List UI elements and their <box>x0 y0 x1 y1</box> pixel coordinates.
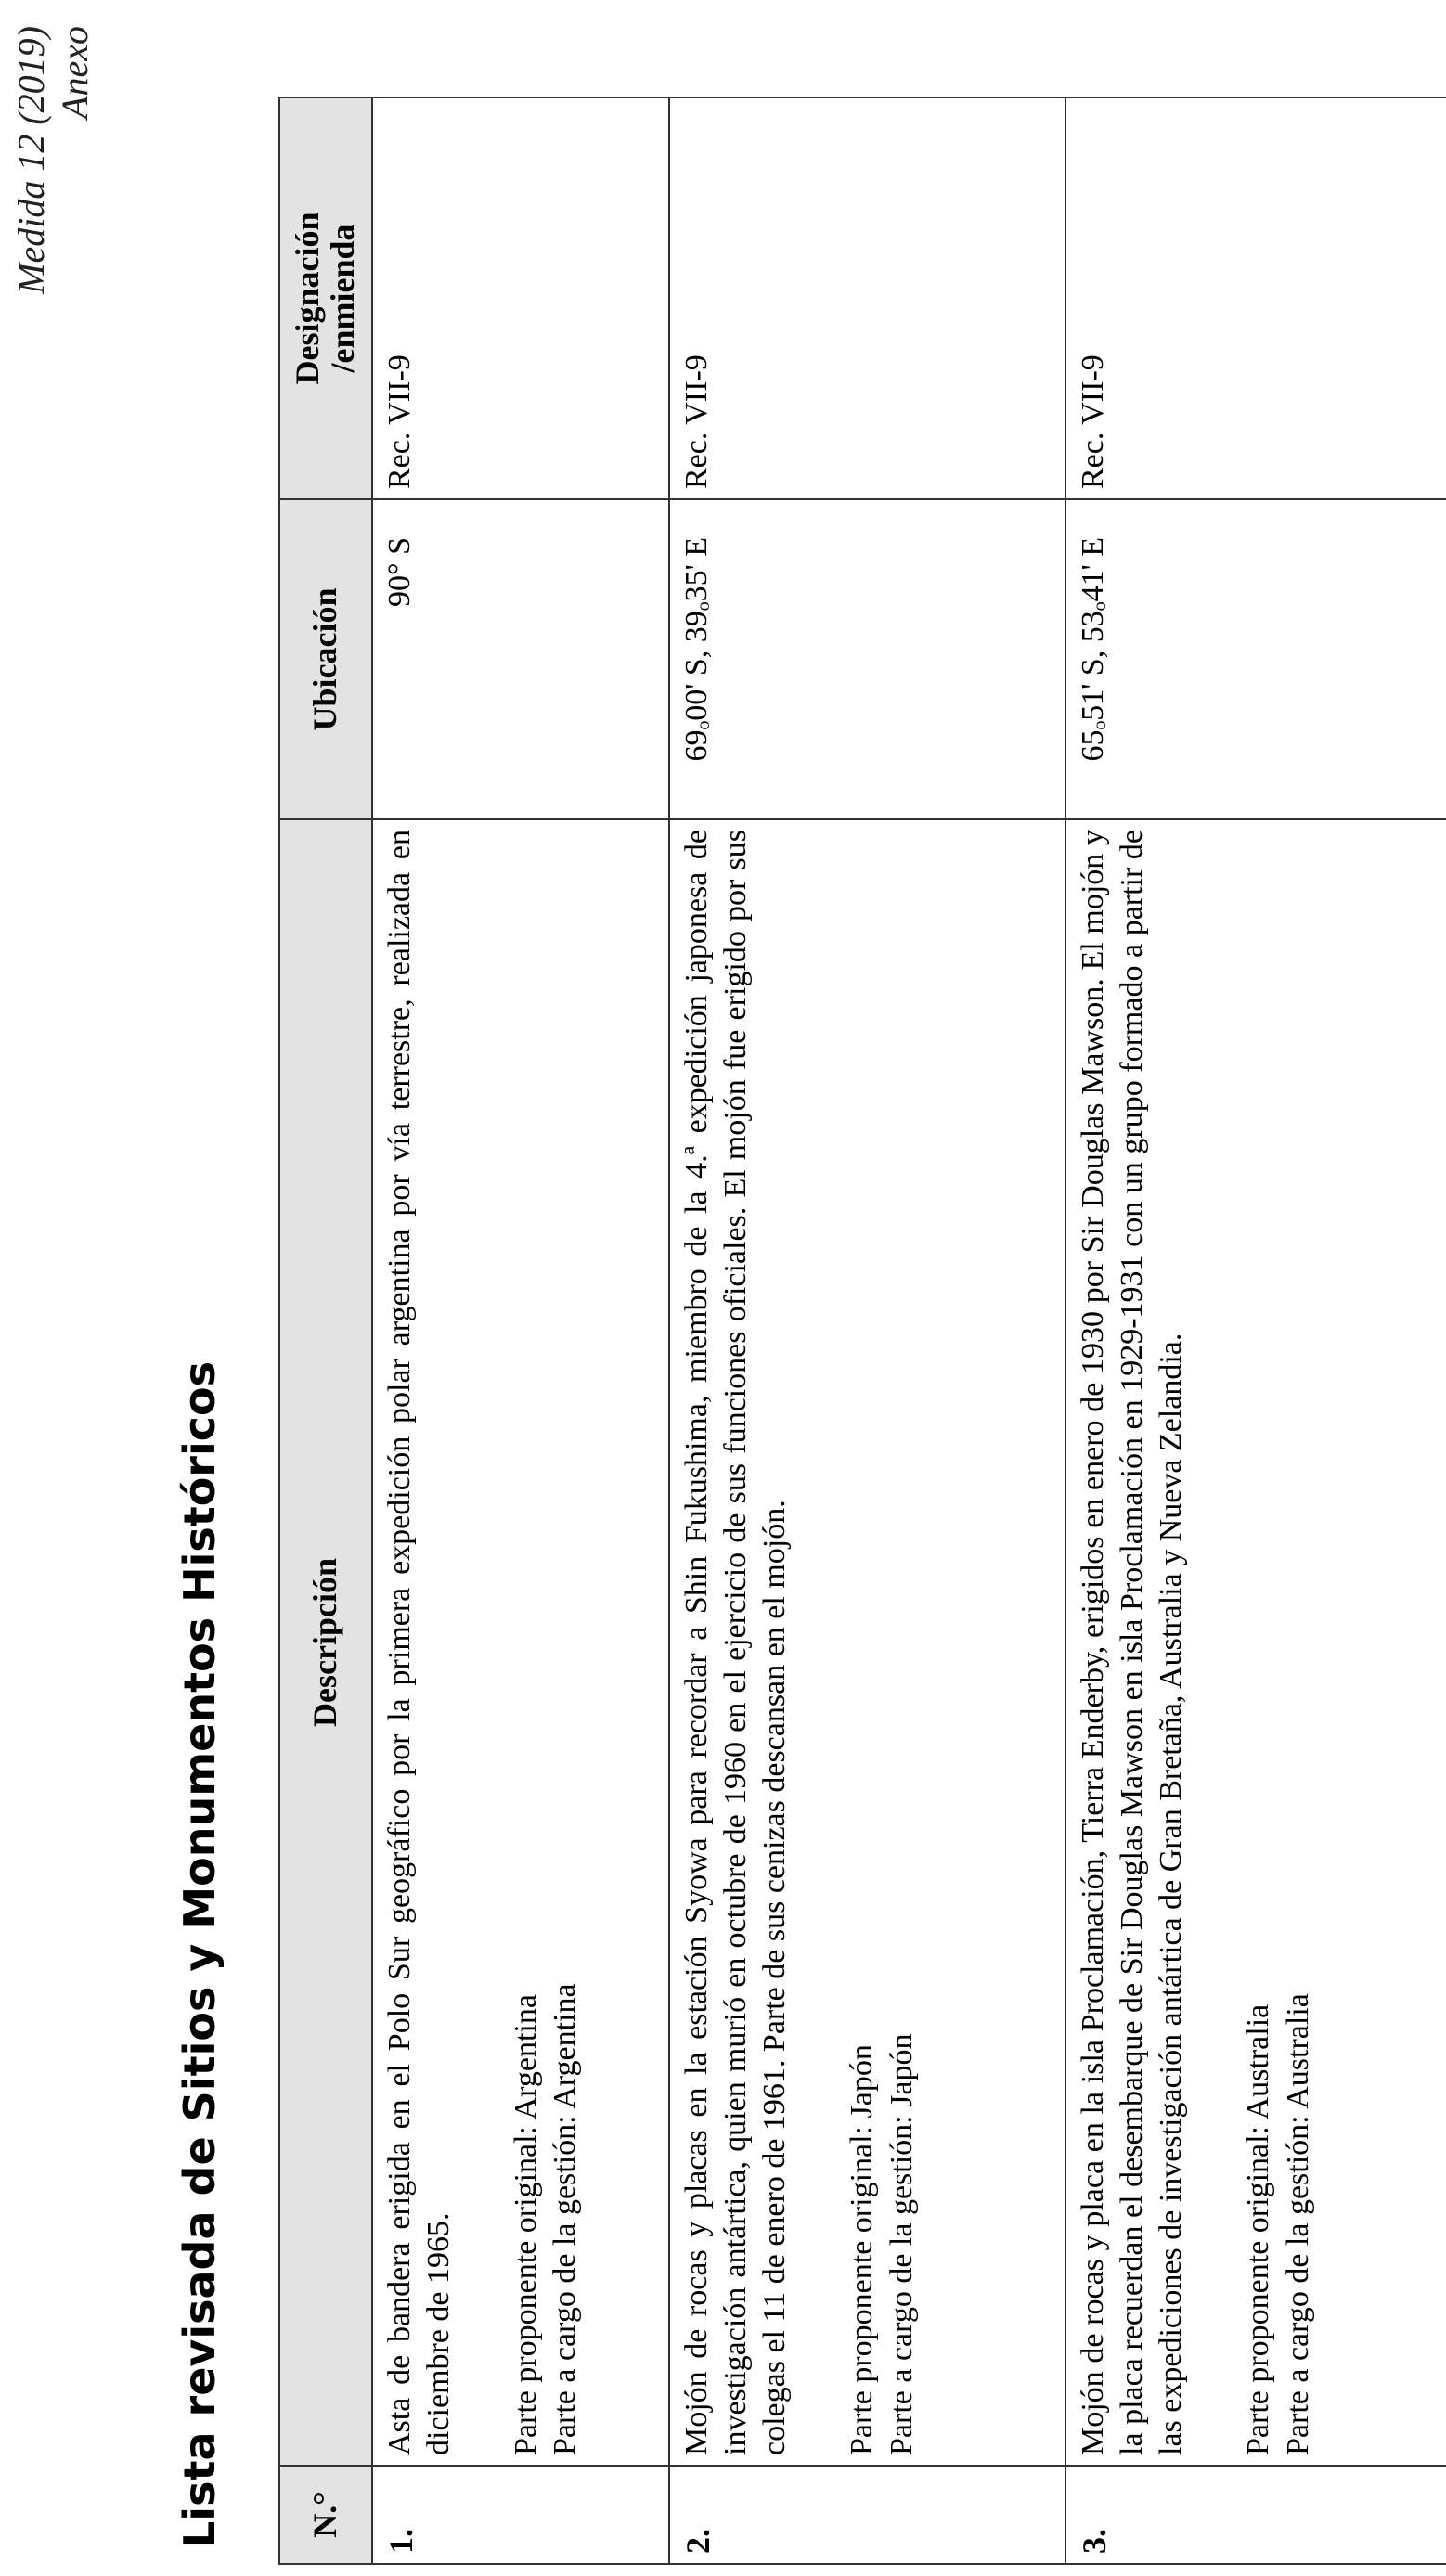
site-number: 3. <box>1065 2466 1446 2564</box>
historic-sites-table <box>278 97 1446 2565</box>
page-header: Medida 12 (2019) Anexo <box>10 26 96 294</box>
original-proponent: Parte proponente original: Japón <box>845 2044 880 2455</box>
site-designation: Rec. VII-9 <box>372 97 669 499</box>
table-header-row <box>279 97 372 2564</box>
table-row <box>372 97 669 2564</box>
site-location: 65ₒ51' S, 53ₒ41' E <box>1065 499 1446 819</box>
table-row <box>669 97 1065 2564</box>
page-title: Lista revisada de Sitios y Monumentos Históricos <box>174 1360 225 2548</box>
original-proponent: Parte proponente original: Argentina <box>509 1994 544 2455</box>
parties-block <box>843 830 921 2455</box>
site-location: 90° S <box>372 499 669 819</box>
site-designation: Rec. VII-9 <box>669 97 1065 499</box>
column-header-description: Descripción <box>279 819 372 2466</box>
column-header-designation: Designación /enmienda <box>279 97 372 499</box>
parties-block <box>1239 830 1317 2455</box>
managing-party: Parte a cargo de la gestión: Australia <box>1280 1993 1315 2455</box>
site-designation: Rec. VII-9 <box>1065 97 1446 499</box>
site-description <box>669 819 1065 2466</box>
column-header-number: N.° <box>279 2466 372 2564</box>
site-description <box>1065 819 1446 2466</box>
managing-party: Parte a cargo de la gestión: Japón <box>884 2033 919 2455</box>
original-proponent: Parte proponente original: Australia <box>1241 2003 1276 2455</box>
description-text: Mojón de rocas y placas en la estación Syowa para recordar a Shin Fukushima, miembro de la 4.ª expedición japonesa de investigación antártica, quien murió en octubre de 1960 en el ejercicio de sus funciones oficiales. El mojón fue erigido por sus colegas el 11 de enero de 1961. Parte de sus cenizas descansan en el mojón. <box>679 830 793 2455</box>
site-number: 1. <box>372 2466 669 2564</box>
site-description <box>372 819 669 2466</box>
site-number: 2. <box>669 2466 1065 2564</box>
managing-party: Parte a cargo de la gestión: Argentina <box>548 1983 583 2455</box>
description-text: Asta de bandera erigida en el Polo Sur geográfico por la primera expedición polar argentina por vía terrestre, realizada en diciembre de 1965. <box>382 830 457 2455</box>
description-text: Mojón de rocas y placa en la isla Proclamación, Tierra Enderby, erigidos en enero de 1930 por Sir Douglas Mawson. El mojón y la placa recuerdan el desembarque de Sir Douglas Mawson en isla Proclamación en 1929-1931 con un grupo formado a partir de las expediciones de investigación antártica de Gran Bretaña, Australia y Nueva Zelandia. <box>1076 830 1189 2455</box>
column-header-location: Ubicación <box>279 499 372 819</box>
table-row <box>1065 97 1446 2564</box>
parties-block <box>507 830 585 2455</box>
site-location: 69ₒ00' S, 39ₒ35' E <box>669 499 1065 819</box>
